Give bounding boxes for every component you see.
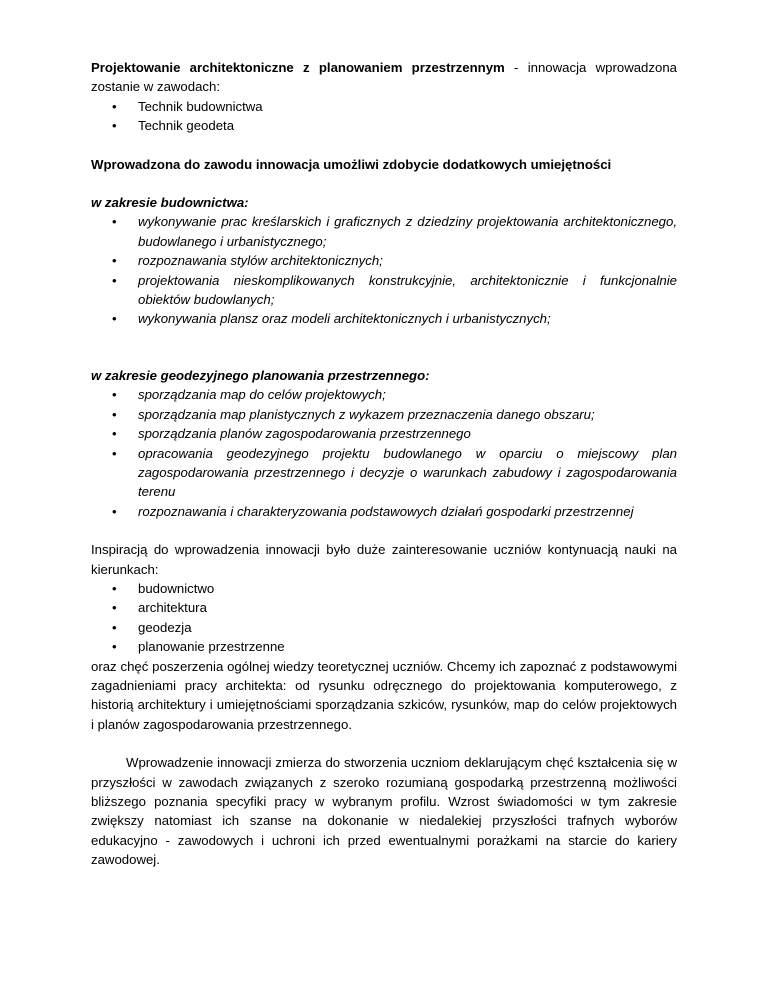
- list-item: • opracowania geodezyjnego projektu budowlanego w oparciu o miejscowy plan zagospodarowania przestrzennego i decyzje o warunkach zabudowy i zagospodarowania terenu: [91, 444, 677, 502]
- geodesy-skills-list: [91, 385, 677, 521]
- list-item: • sporządzania map do celów projektowych;: [91, 385, 677, 404]
- intro-paragraph: [91, 58, 677, 97]
- closing-paragraph: Wprowadzenie innowacji zmierza do stworzenia uczniom deklarującym chęć kształcenia się w przyszłości w zawodach związanych z szeroko rozumianą gospodarką przestrzenną możliwości bliższego poznania specyfiki pracy w wybranym profilu. Wzrost świadomości w tym zakresie zwiększy natomiast ich szanse na dokonanie w niedalekiej przyszłości trafnych wyborów edukacyjno - zawodowych i uchroni ich przed ewentualnymi porażkami na starcie do kariery zawodowej.: [91, 755, 677, 868]
- list-item: • geodezja: [91, 618, 677, 637]
- skills-heading: Wprowadzona do zawodu innowacja umożliwi zdobycie dodatkowych umiejętności: [91, 156, 612, 172]
- professions-list: [91, 97, 677, 136]
- list-item: • wykonywania plansz oraz modeli architektonicznych i urbanistycznych;: [91, 309, 677, 328]
- geodesy-heading: w zakresie geodezyjnego planowania przestrzennego:: [91, 367, 430, 383]
- list-item: • Technik geodeta: [91, 116, 677, 135]
- list-item: • rozpoznawania stylów architektonicznych;: [91, 251, 677, 270]
- list-item: • budownictwo: [91, 579, 677, 598]
- innovation-title: Projektowanie architektoniczne z planowaniem przestrzennym: [91, 60, 505, 75]
- study-fields-list: [91, 579, 677, 657]
- list-item: • Technik budownictwa: [91, 97, 677, 116]
- construction-heading: w zakresie budownictwa:: [91, 195, 249, 211]
- list-item: • rozpoznawania i charakteryzowania podstawowych działań gospodarki przestrzennej: [91, 502, 677, 521]
- list-item: • architektura: [91, 598, 677, 617]
- inspiration-paragraph: Inspiracją do wprowadzenia innowacji było duże zainteresowanie uczniów kontynuacją nauki na kierunkach:: [91, 542, 677, 577]
- inspiration-continuation: oraz chęć poszerzenia ogólnej wiedzy teoretycznej uczniów. Chcemy ich zapoznać z podstawowymi zagadnieniami pracy architekta: od rysunku odręcznego do projektowania komputerowego, z historią architektury i umiejętnościami sporządzania szkiców, rysunków, map do celów projektowych i planów zagospodarowania przestrzennego.: [91, 658, 677, 732]
- document-page: [91, 58, 677, 870]
- intro-rest: - innowacja wprowadzona zostanie w zawodach:: [91, 60, 677, 95]
- list-item: • sporządzania planów zagospodarowania przestrzennego: [91, 424, 677, 443]
- list-item: • sporządzania map planistycznych z wykazem przeznaczenia danego obszaru;: [91, 405, 677, 424]
- list-item: • projektowania nieskomplikowanych konstrukcyjnie, architektonicznie i funkcjonalnie obiektów budowlanych;: [91, 271, 677, 310]
- list-item: • wykonywanie prac kreślarskich i graficznych z dziedziny projektowania architektonicznego, budowlanego i urbanistycznego;: [91, 212, 677, 251]
- construction-skills-list: [91, 212, 677, 328]
- list-item: • planowanie przestrzenne: [91, 637, 677, 656]
